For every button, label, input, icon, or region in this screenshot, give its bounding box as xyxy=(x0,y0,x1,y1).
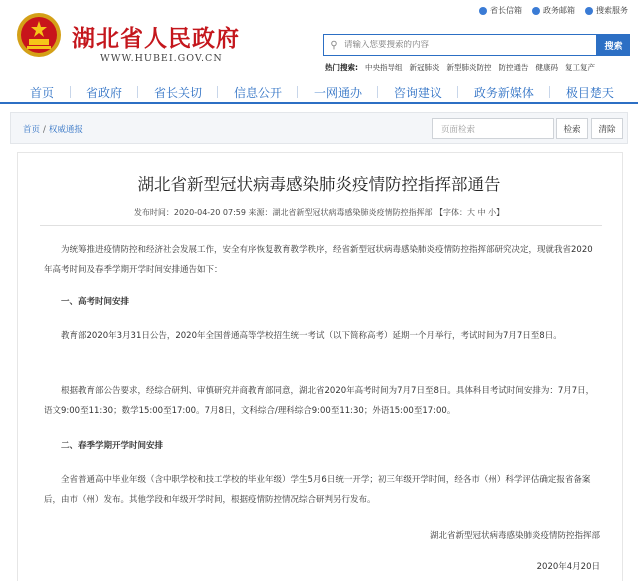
article-signature: 湖北省新型冠状病毒感染肺炎疫情防控指挥部 xyxy=(429,531,600,541)
nav-separator xyxy=(70,86,71,98)
article-title: 湖北省新型冠状病毒感染肺炎疫情防控指挥部通告 xyxy=(137,175,501,194)
site-url: WWW.HUBEI.GOV.CN xyxy=(100,53,223,64)
hot-search-item[interactable]: 复工复产 xyxy=(565,63,595,72)
nav-one-stop-service[interactable]: 一网通办 xyxy=(313,85,362,100)
main-nav xyxy=(0,82,638,104)
article-paragraph: 教育部2020年3月31日公告，2020年全国普通高等学校招生统一考试（以下简称高考）延期一个月举行，考试时间为7月7日至8日。 xyxy=(61,331,562,341)
site-header xyxy=(0,0,638,80)
nav-separator xyxy=(457,86,458,98)
hot-search-label: 热门搜索: xyxy=(325,63,358,72)
top-links xyxy=(479,5,628,16)
mailbox-icon xyxy=(479,7,487,15)
page-search-button[interactable]: 检索 xyxy=(556,118,588,139)
mail-icon xyxy=(532,7,540,15)
article-paragraph: 为统筹推进疫情防控和经济社会发展工作，安全有序恢复教育教学秩序，经省新型冠状病毒感染肺炎疫情防控指挥部研究决定，现就我省2020年高考时间及春季学期开学时间安排通告如下： xyxy=(44,245,593,275)
section-heading-exam: 一、高考时间安排 xyxy=(61,297,130,307)
breadcrumb-separator: / xyxy=(43,125,46,135)
hot-search-item[interactable]: 中央指导组 xyxy=(365,63,403,72)
article-date: 2020年4月20日 xyxy=(536,562,600,572)
page-search-input[interactable]: 页面检索 xyxy=(432,118,554,139)
nav-info-disclosure[interactable]: 信息公开 xyxy=(233,85,282,100)
top-link-search-service[interactable]: 搜索服务 xyxy=(585,5,628,16)
site-search-box xyxy=(323,34,597,56)
hot-search-item[interactable]: 新型肺炎防控 xyxy=(446,63,492,72)
nav-government[interactable]: 省政府 xyxy=(85,85,122,100)
breadcrumb-home[interactable]: 首页 xyxy=(23,125,41,135)
nav-separator xyxy=(549,86,550,98)
hot-search-item[interactable]: 防控通告 xyxy=(498,63,529,72)
article-paragraph: 全省普通高中毕业年级（含中职学校和技工学校的毕业年级）学生5月6日统一开学；初三年级开学时间，经各市（州）科学评估确定报省备案后，由市（州）发布。其他学段和年级开学时间，根据疫情防控情况综合研判另行发布。 xyxy=(44,475,591,505)
article-paragraph: 根据教育部公告要求，经综合研判、审慎研究并商教育部同意，湖北省2020年高考时间为7月7日至8日。具体科目考试时间安排为：7月7日，语文9:00至11:30；数学15:00至17:00。7月8日，文科综合/理科综合9:00至11:30；外语15:00至17:00。 xyxy=(44,386,595,416)
hot-search-item[interactable]: 新冠肺炎 xyxy=(409,63,440,72)
hot-search-row xyxy=(325,62,595,73)
article-meta: 发布时间：2020-04-20 07:59 来源：湖北省新型冠状病毒感染肺炎疫情防控指挥部 【字体：大 中 小】 xyxy=(133,208,505,217)
top-link-gov-mail[interactable]: 政务邮箱 xyxy=(532,5,575,16)
search-icon: ⚲ xyxy=(330,39,338,51)
nav-home[interactable]: 首页 xyxy=(30,85,55,100)
breadcrumb xyxy=(23,123,83,135)
site-title[interactable]: 湖北省人民政府 xyxy=(72,25,240,52)
breadcrumb-current[interactable]: 权威通报 xyxy=(48,125,83,135)
hot-search-item[interactable]: 健康码 xyxy=(535,63,558,72)
title-divider xyxy=(40,225,602,226)
nav-new-media[interactable]: 政务新媒体 xyxy=(473,85,534,100)
nav-consult-suggest[interactable]: 咨询建议 xyxy=(393,85,442,100)
search-service-icon xyxy=(585,7,593,15)
national-emblem-icon xyxy=(16,12,62,58)
top-link-mailbox[interactable]: 省长信箱 xyxy=(479,5,522,16)
nav-separator xyxy=(137,86,138,98)
nav-jimu-chutian[interactable]: 极目楚天 xyxy=(565,85,614,100)
nav-separator xyxy=(217,86,218,98)
nav-separator xyxy=(297,86,298,98)
page-clear-button[interactable]: 清除 xyxy=(591,118,623,139)
nav-separator xyxy=(377,86,378,98)
site-search-button[interactable]: 搜索 xyxy=(597,34,630,56)
section-heading-semester: 二、春季学期开学时间安排 xyxy=(61,441,164,451)
site-search-input[interactable] xyxy=(344,40,596,50)
nav-governor-concerns[interactable]: 省长关切 xyxy=(153,85,202,100)
